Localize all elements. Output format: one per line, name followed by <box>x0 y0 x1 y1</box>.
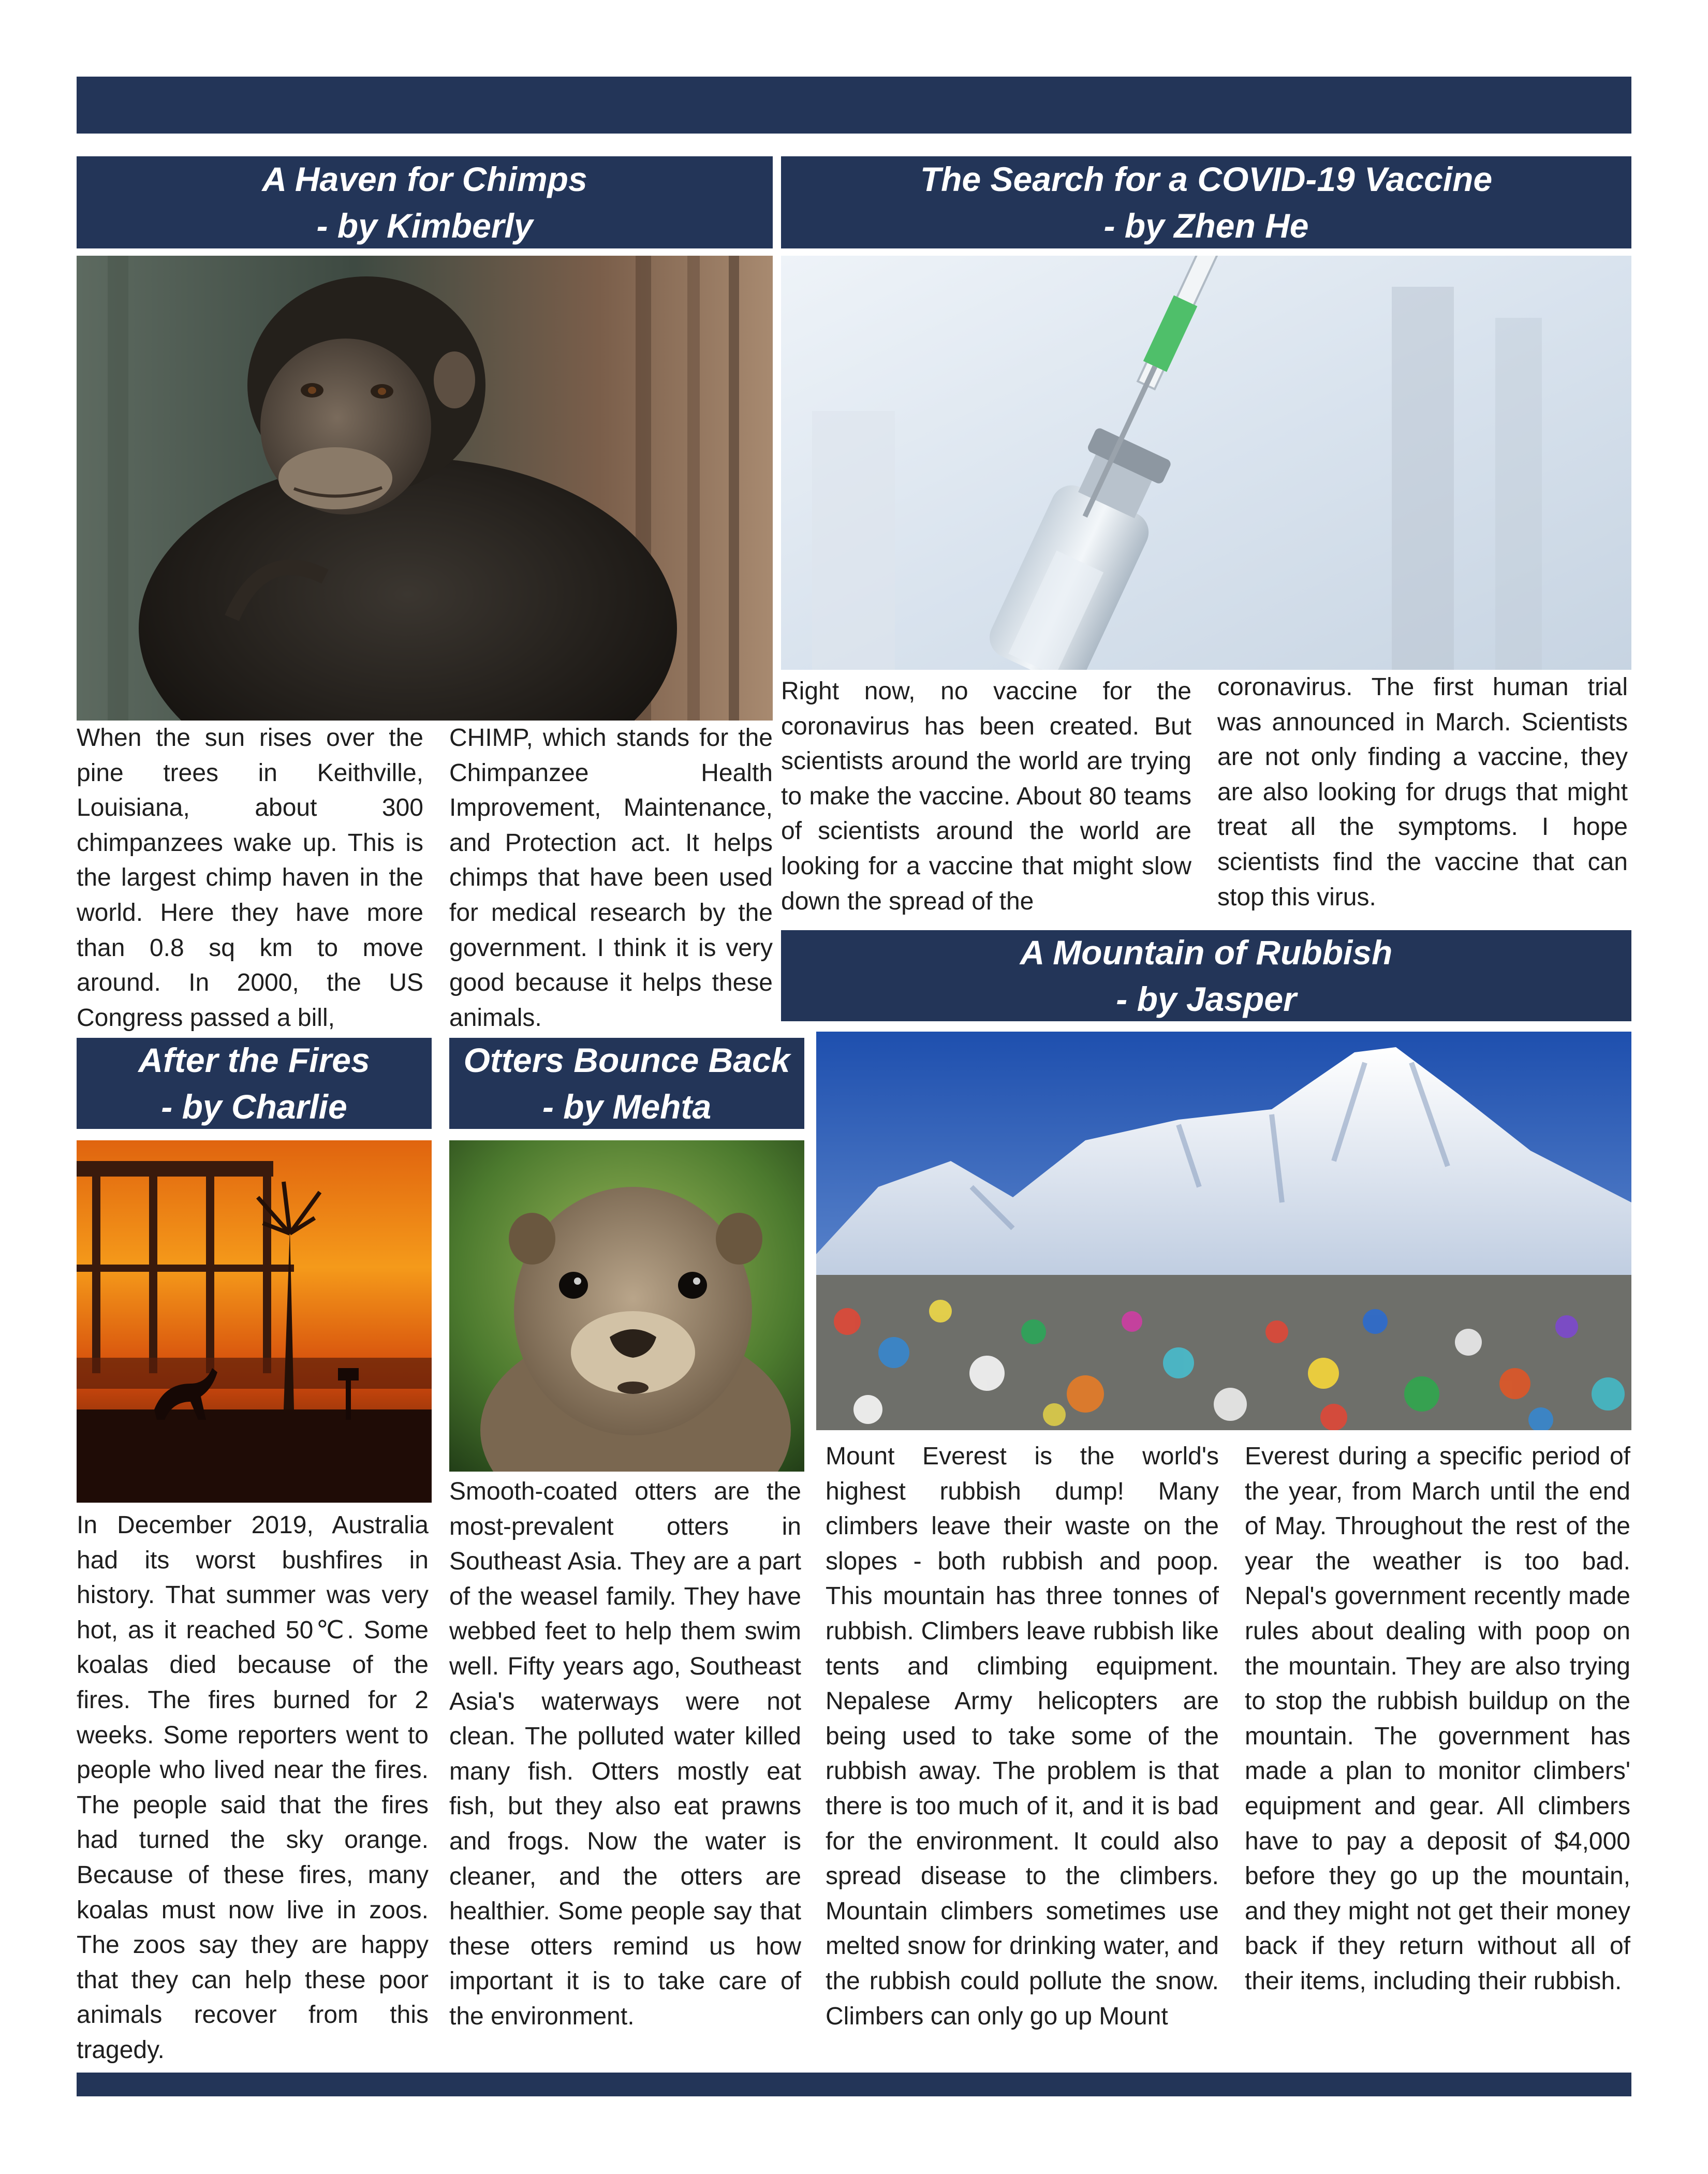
chimps-byline: - by Kimberly <box>316 207 533 245</box>
chimpanzee-photo <box>77 256 773 721</box>
rubbish-headline: A Mountain of Rubbish <box>1020 933 1393 972</box>
fires-headline: After the Fires <box>138 1041 370 1079</box>
fires-title-box <box>77 1038 432 1129</box>
fires-byline: - by Charlie <box>161 1088 347 1126</box>
vaccine-headline: The Search for a COVID-19 Vaccine <box>920 160 1493 198</box>
vaccine-byline: - by Zhen He <box>1103 207 1309 245</box>
rubbish-text-col1: Mount Everest is the world's highest rubbish dump! Many climbers leave their waste on the slopes - both rubbish and poop. This mountain has three tonnes of rubbish. Climbers leave rubbish like tents and climbing equipment. Nepalese Army helicopters are being used to take some of the rubbish away. The problem is that there is too much of it, and it is bad for the environment. It could also spread disease to the climbers. Mountain climbers sometimes use melted snow for drinking water, and the rubbish could pollute the snow. Climbers can only go up Mount <box>826 1443 1219 2030</box>
otters-text: Smooth-coated otters are the most-prevalent otters in Southeast Asia. They are a part of the weasel family. They have webbed feet to help them swim well. Fifty years ago, Southeast Asia's waterways were not clean. The polluted water killed many fish. Otters mostly eat fish, but they also eat prawns and frogs. Now the water is cleaner, and the otters are healthier. Some people say that these otters remind us how important it is to take care of the environment. <box>449 1478 801 2030</box>
vaccine-title-box <box>781 156 1631 248</box>
masthead-bar <box>77 77 1631 134</box>
rubbish-byline: - by Jasper <box>1116 980 1297 1018</box>
otters-byline: - by Mehta <box>542 1088 712 1126</box>
footer-bar <box>77 2073 1631 2096</box>
fires-text: In December 2019, Australia had its worst bushfires in history. That summer was very hot, as it reached 50℃. Some koalas died because of the fires. The fires burned for 2 weeks. Some reporters went to people who lived near the fires. The people said that the fires had turned the sky orange. Because of these fires, many koalas must now live in zoos. The zoos say they are happy that they can help these poor animals recover from this tragedy. <box>77 1511 429 2064</box>
otters-title-box <box>449 1038 804 1129</box>
syringe-and-vial-photo <box>781 256 1631 670</box>
rubbish-text-col2: Everest during a specific period of the year, from March until the end of May. Throughout the rest of the year the weather is too bad. Nepal's government recently made rules about dealing with poop on the mountain. They are also trying to stop the rubbish buildup on the mountain. The government has made a plan to monitor climbers' equipment and gear. All climbers have to pay a deposit of $4,000 before they go up the mountain, and they might not get their money back if they return without all of their items, including their rubbish. <box>1245 1443 1630 1995</box>
chimps-text-col1: When the sun rises over the pine trees in Keithville, Louisiana, about 300 chimpanzees wake up. This is the largest chimp haven in the world. Here they have more than 0.8 sq km to move around. In 2000, the US Congress passed a bill, <box>77 724 423 1032</box>
chimps-title-box <box>77 156 773 248</box>
vaccine-text-col1: Right now, no vaccine for the coronavirus has been created. But scientists around the world are trying to make the vaccine. About 80 teams of scientists around the world are looking for a vaccine that might slow down the spread of the <box>781 678 1191 915</box>
bushfire-kangaroo-photo <box>77 1140 432 1503</box>
vaccine-text-col2: coronavirus. The first human trial was announced in March. Scientists are not only finding a vaccine, they are also looking for drugs that might treat all the symptoms. I hope scientists find the vaccine that can stop this virus. <box>1217 673 1628 911</box>
otters-headline: Otters Bounce Back <box>463 1041 790 1079</box>
rubbish-title-box <box>781 930 1631 1021</box>
otter-photo <box>449 1140 804 1472</box>
chimps-text-col2: CHIMP, which stands for the Chimpanzee Health Improvement, Maintenance, and Protection act. It helps chimps that have been used for medical research by the government. I think it is very good because it helps these animals. <box>449 724 773 1032</box>
mountain-and-rubbish-photo <box>816 1032 1631 1430</box>
chimps-headline: A Haven for Chimps <box>262 160 587 198</box>
